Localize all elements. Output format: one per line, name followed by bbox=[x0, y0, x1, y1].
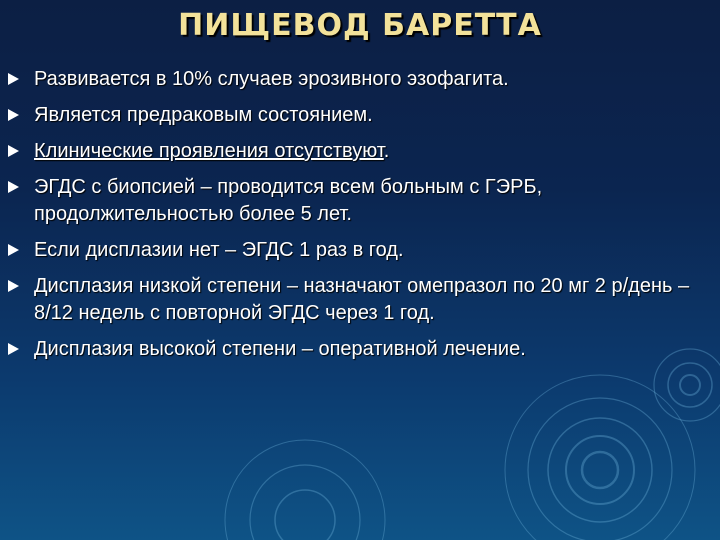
bullet-item bbox=[8, 336, 698, 363]
bullet-text: Является предраковым состоянием. bbox=[34, 104, 373, 126]
bullet-text: Дисплазия низкой степени – назначают омепразол по 20 мг 2 р/день – 8/12 недель с повторной ЭГДС через 1 год. bbox=[34, 275, 690, 324]
arrow-right-icon bbox=[8, 73, 19, 85]
bullet-text: Развивается в 10% случаев эрозивного эзофагита. bbox=[34, 68, 509, 90]
arrow-right-icon bbox=[8, 343, 19, 355]
bullet-text: Дисплазия высокой степени – оперативной лечение. bbox=[34, 338, 526, 360]
arrow-right-icon bbox=[8, 181, 19, 193]
slide-title: ПИЩЕВОД БАРЕТТА bbox=[178, 8, 542, 43]
bullet-list bbox=[8, 66, 698, 372]
arrow-right-icon bbox=[8, 109, 19, 121]
bullet-item bbox=[8, 138, 698, 165]
bullet-item bbox=[8, 102, 698, 129]
arrow-right-icon bbox=[8, 244, 19, 256]
bullet-item bbox=[8, 174, 698, 228]
bullet-text: ЭГДС с биопсией – проводится всем больным с ГЭРБ, продолжительностью более 5 лет. bbox=[34, 176, 543, 225]
bullet-text-suffix: . bbox=[383, 140, 390, 162]
bullet-item bbox=[8, 237, 698, 264]
bullet-text: Если дисплазии нет – ЭГДС 1 раз в год. bbox=[34, 239, 404, 261]
bullet-item bbox=[8, 273, 698, 327]
bullet-item bbox=[8, 66, 698, 93]
arrow-right-icon bbox=[8, 145, 19, 157]
bullet-text-underlined: Клинические проявления отсутствуют bbox=[34, 140, 384, 162]
arrow-right-icon bbox=[8, 280, 19, 292]
